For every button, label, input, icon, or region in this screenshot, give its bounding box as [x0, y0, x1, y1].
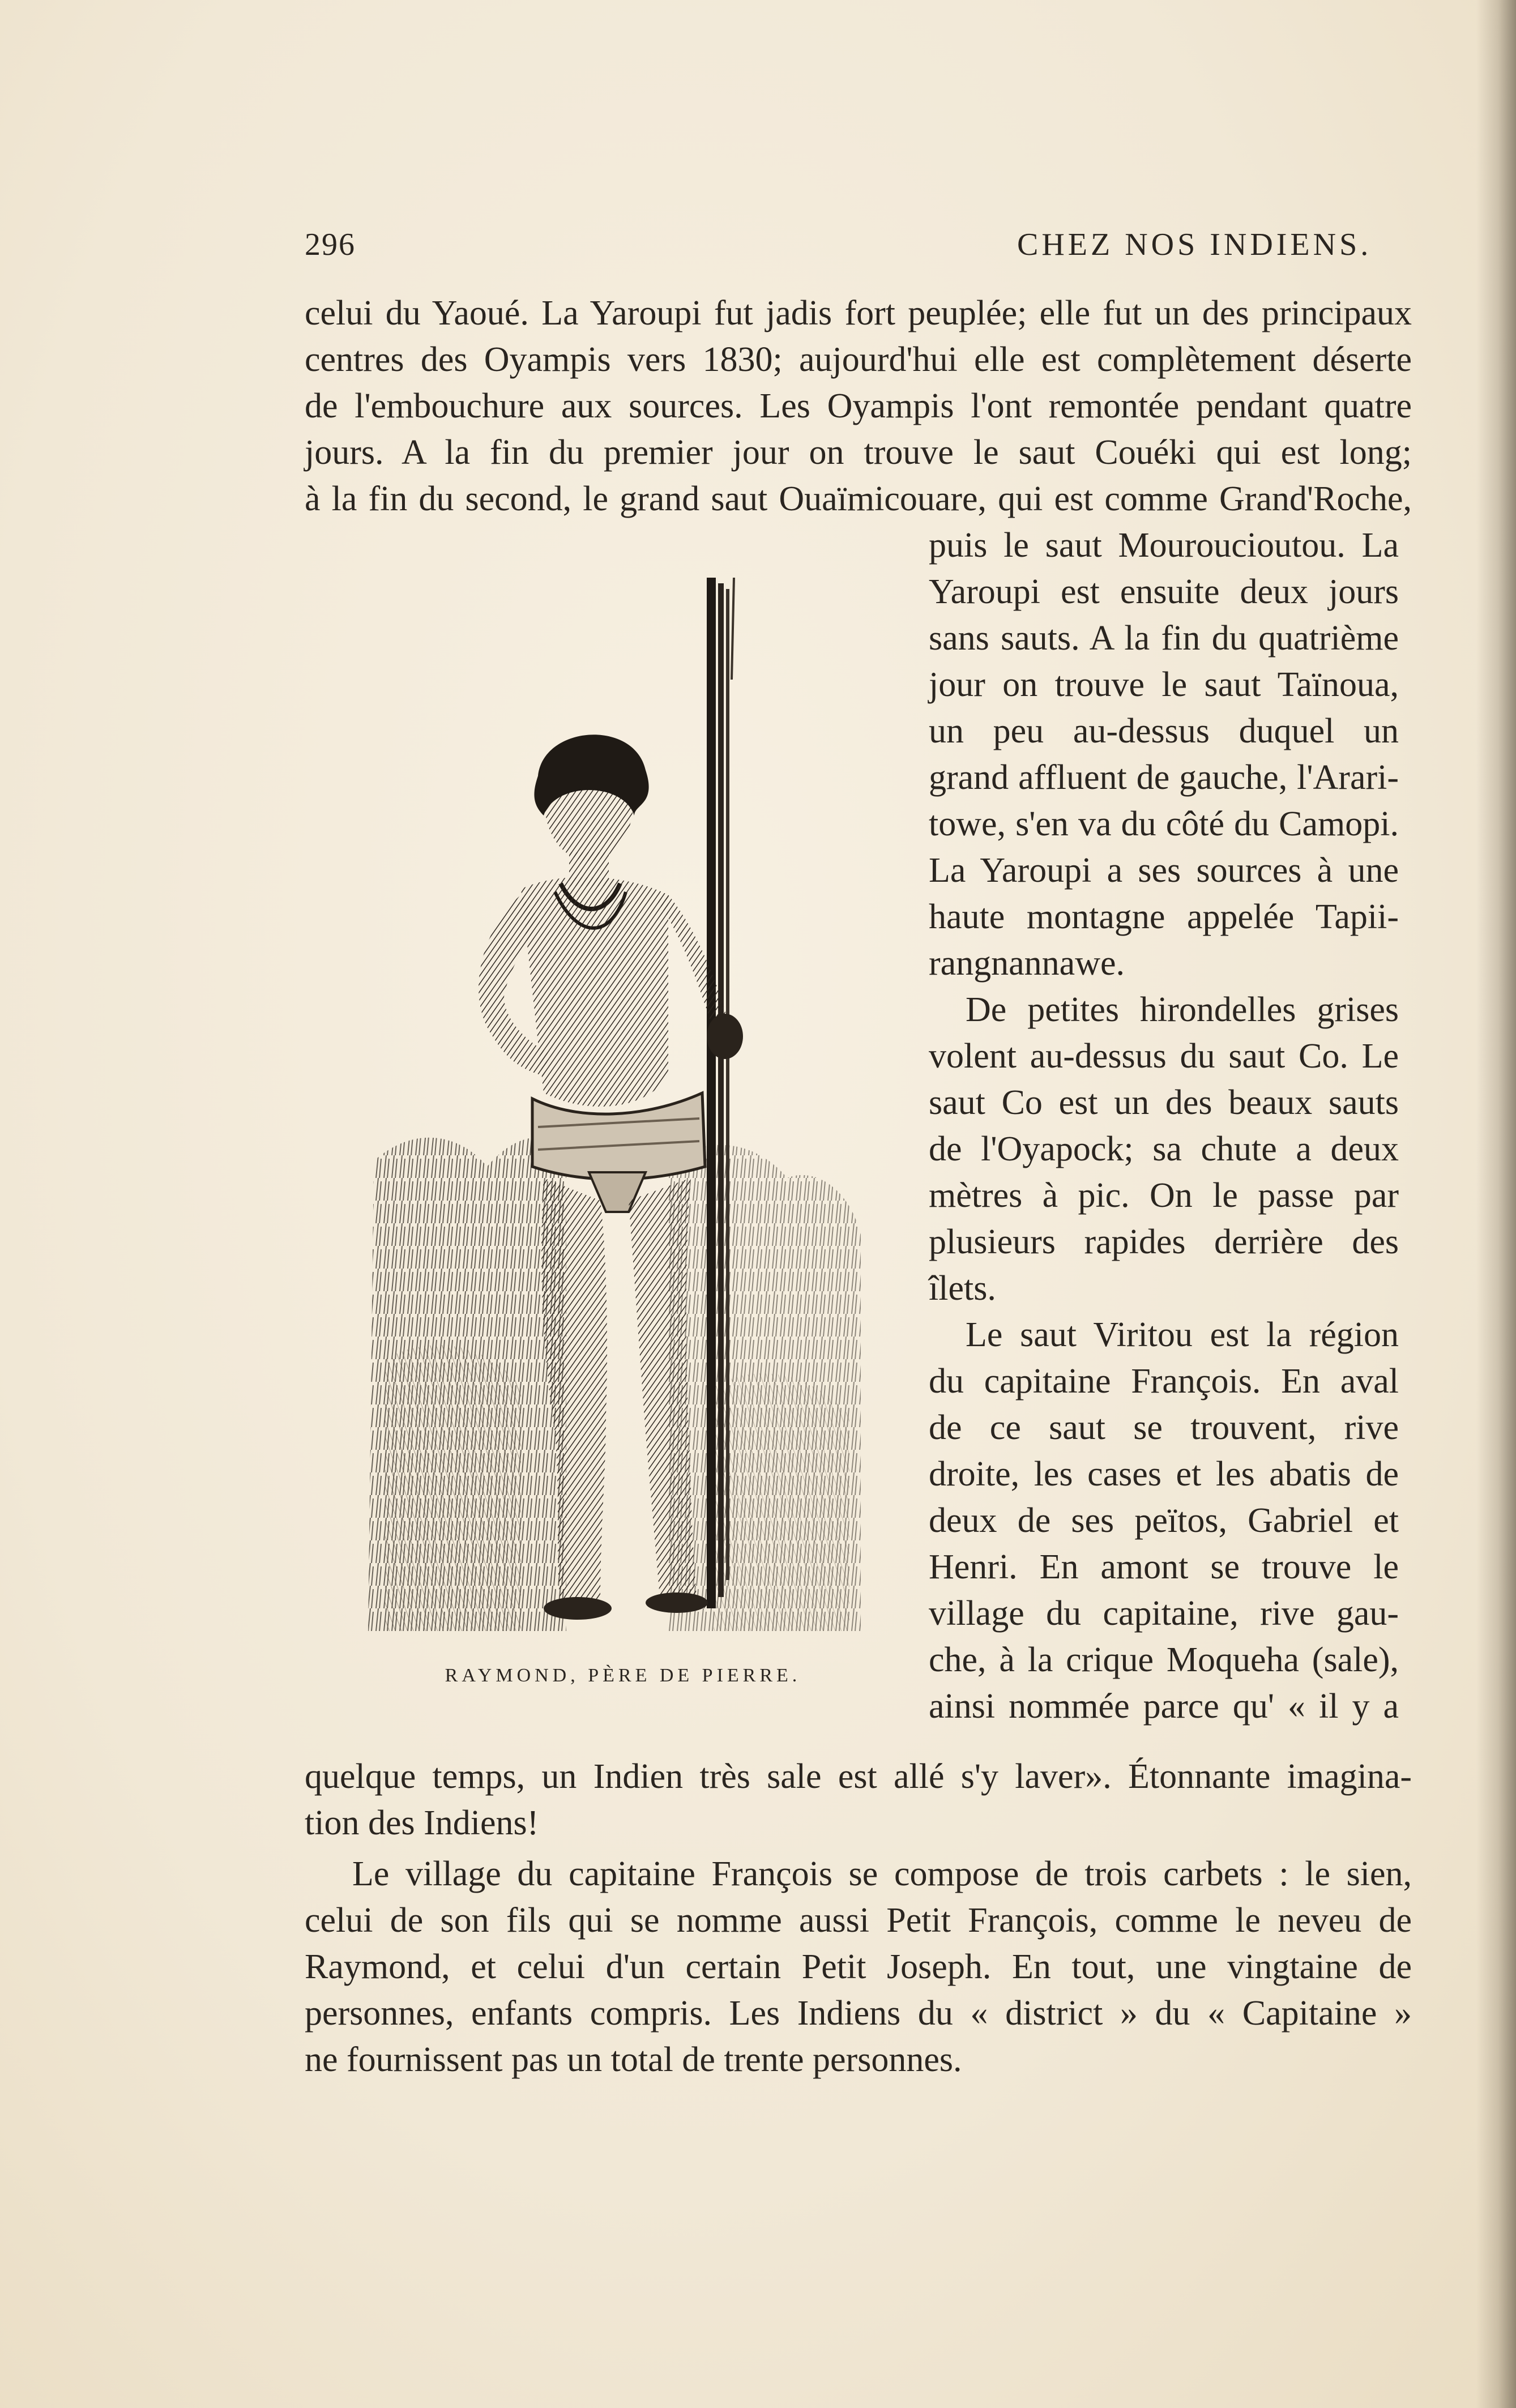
text-line: Le village du capitaine François se compose de trois carbets : le sien,: [352, 1855, 1412, 1893]
text-line: Yaroupi est ensuite deux jours: [929, 573, 1399, 611]
text-line: ne fournissent pas un total de trente personnes.: [305, 2040, 962, 2079]
page-gutter-shadow: [1476, 0, 1516, 2408]
text-line: personnes, enfants compris. Les Indiens du « district » du « Capitaine »: [305, 1994, 1412, 2033]
text-line: droite, les cases et les abatis de: [929, 1455, 1399, 1493]
figure-caption: RAYMOND, PÈRE DE PIERRE.: [445, 1665, 801, 1686]
text-line: saut Co est un des beaux sauts: [929, 1083, 1399, 1122]
text-line: La Yaroupi a ses sources à une: [929, 851, 1399, 890]
text-line: puis le saut Mouroucioutou. La: [929, 526, 1399, 565]
text-line: volent au-dessus du saut Co. Le: [929, 1037, 1399, 1075]
text-line: rangnannawe.: [929, 944, 1125, 983]
text-line: haute montagne appelée Tapii-: [929, 898, 1399, 936]
text-line: de l'embouchure aux sources. Les Oyampis l'ont remontée pendant quatre: [305, 387, 1412, 425]
text-line: de ce saut se trouvent, rive: [929, 1408, 1399, 1447]
text-line: village du capitaine, rive gau-: [929, 1594, 1399, 1633]
text-line: deux de ses peïtos, Gabriel et: [929, 1501, 1399, 1540]
text-line: jours. A la fin du premier jour on trouve le saut Couéki qui est long;: [305, 433, 1412, 472]
text-line: ainsi nommée parce qu' « il y a: [929, 1687, 1399, 1726]
text-line: plusieurs rapides derrière des: [929, 1223, 1399, 1261]
text-line: un peu au-dessus duquel un: [929, 712, 1399, 750]
header-title: CHEZ NOS INDIENS.: [1017, 227, 1372, 262]
text-line: mètres à pic. On le passe par: [929, 1176, 1399, 1215]
text-line: De petites hirondelles grises: [966, 990, 1399, 1029]
running-head: [305, 227, 1412, 277]
text-line: centres des Oyampis vers 1830; aujourd'hui elle est complètement déserte: [305, 340, 1412, 379]
text-line: de l'Oyapock; sa chute a deux: [929, 1130, 1399, 1168]
text-line: quelque temps, un Indien très sale est allé s'y laver». Étonnante imagina-: [305, 1757, 1412, 1796]
text-line: towe, s'en va du côté du Camopi.: [929, 805, 1399, 843]
text-line: du capitaine François. En aval: [929, 1362, 1399, 1401]
text-line: sans sauts. A la fin du quatrième: [929, 619, 1399, 657]
text-line: Le saut Viritou est la région: [966, 1316, 1399, 1354]
text-line: grand affluent de gauche, l'Arari-: [929, 758, 1399, 797]
text-line: Henri. En amont se trouve le: [929, 1548, 1399, 1586]
text-line: tion des Indiens!: [305, 1804, 539, 1842]
page-number: 296: [305, 227, 356, 262]
text-line: jour on trouve le saut Taïnoua,: [929, 665, 1399, 704]
text-line: celui de son fils qui se nomme aussi Petit François, comme le neveu de: [305, 1901, 1412, 1940]
text-line: Raymond, et celui d'un certain Petit Joseph. En tout, une vingtaine de: [305, 1948, 1412, 1986]
text-line: à la fin du second, le grand saut Ouaïmicouare, qui est comme Grand'Roche,: [305, 480, 1412, 518]
text-line: îlets.: [929, 1269, 996, 1308]
text-line: che, à la crique Moqueha (sale),: [929, 1641, 1399, 1679]
engraving-illustration: [351, 566, 889, 1642]
text-line: celui du Yaoué. La Yaroupi fut jadis fort peuplée; elle fut un des principaux: [305, 294, 1412, 332]
